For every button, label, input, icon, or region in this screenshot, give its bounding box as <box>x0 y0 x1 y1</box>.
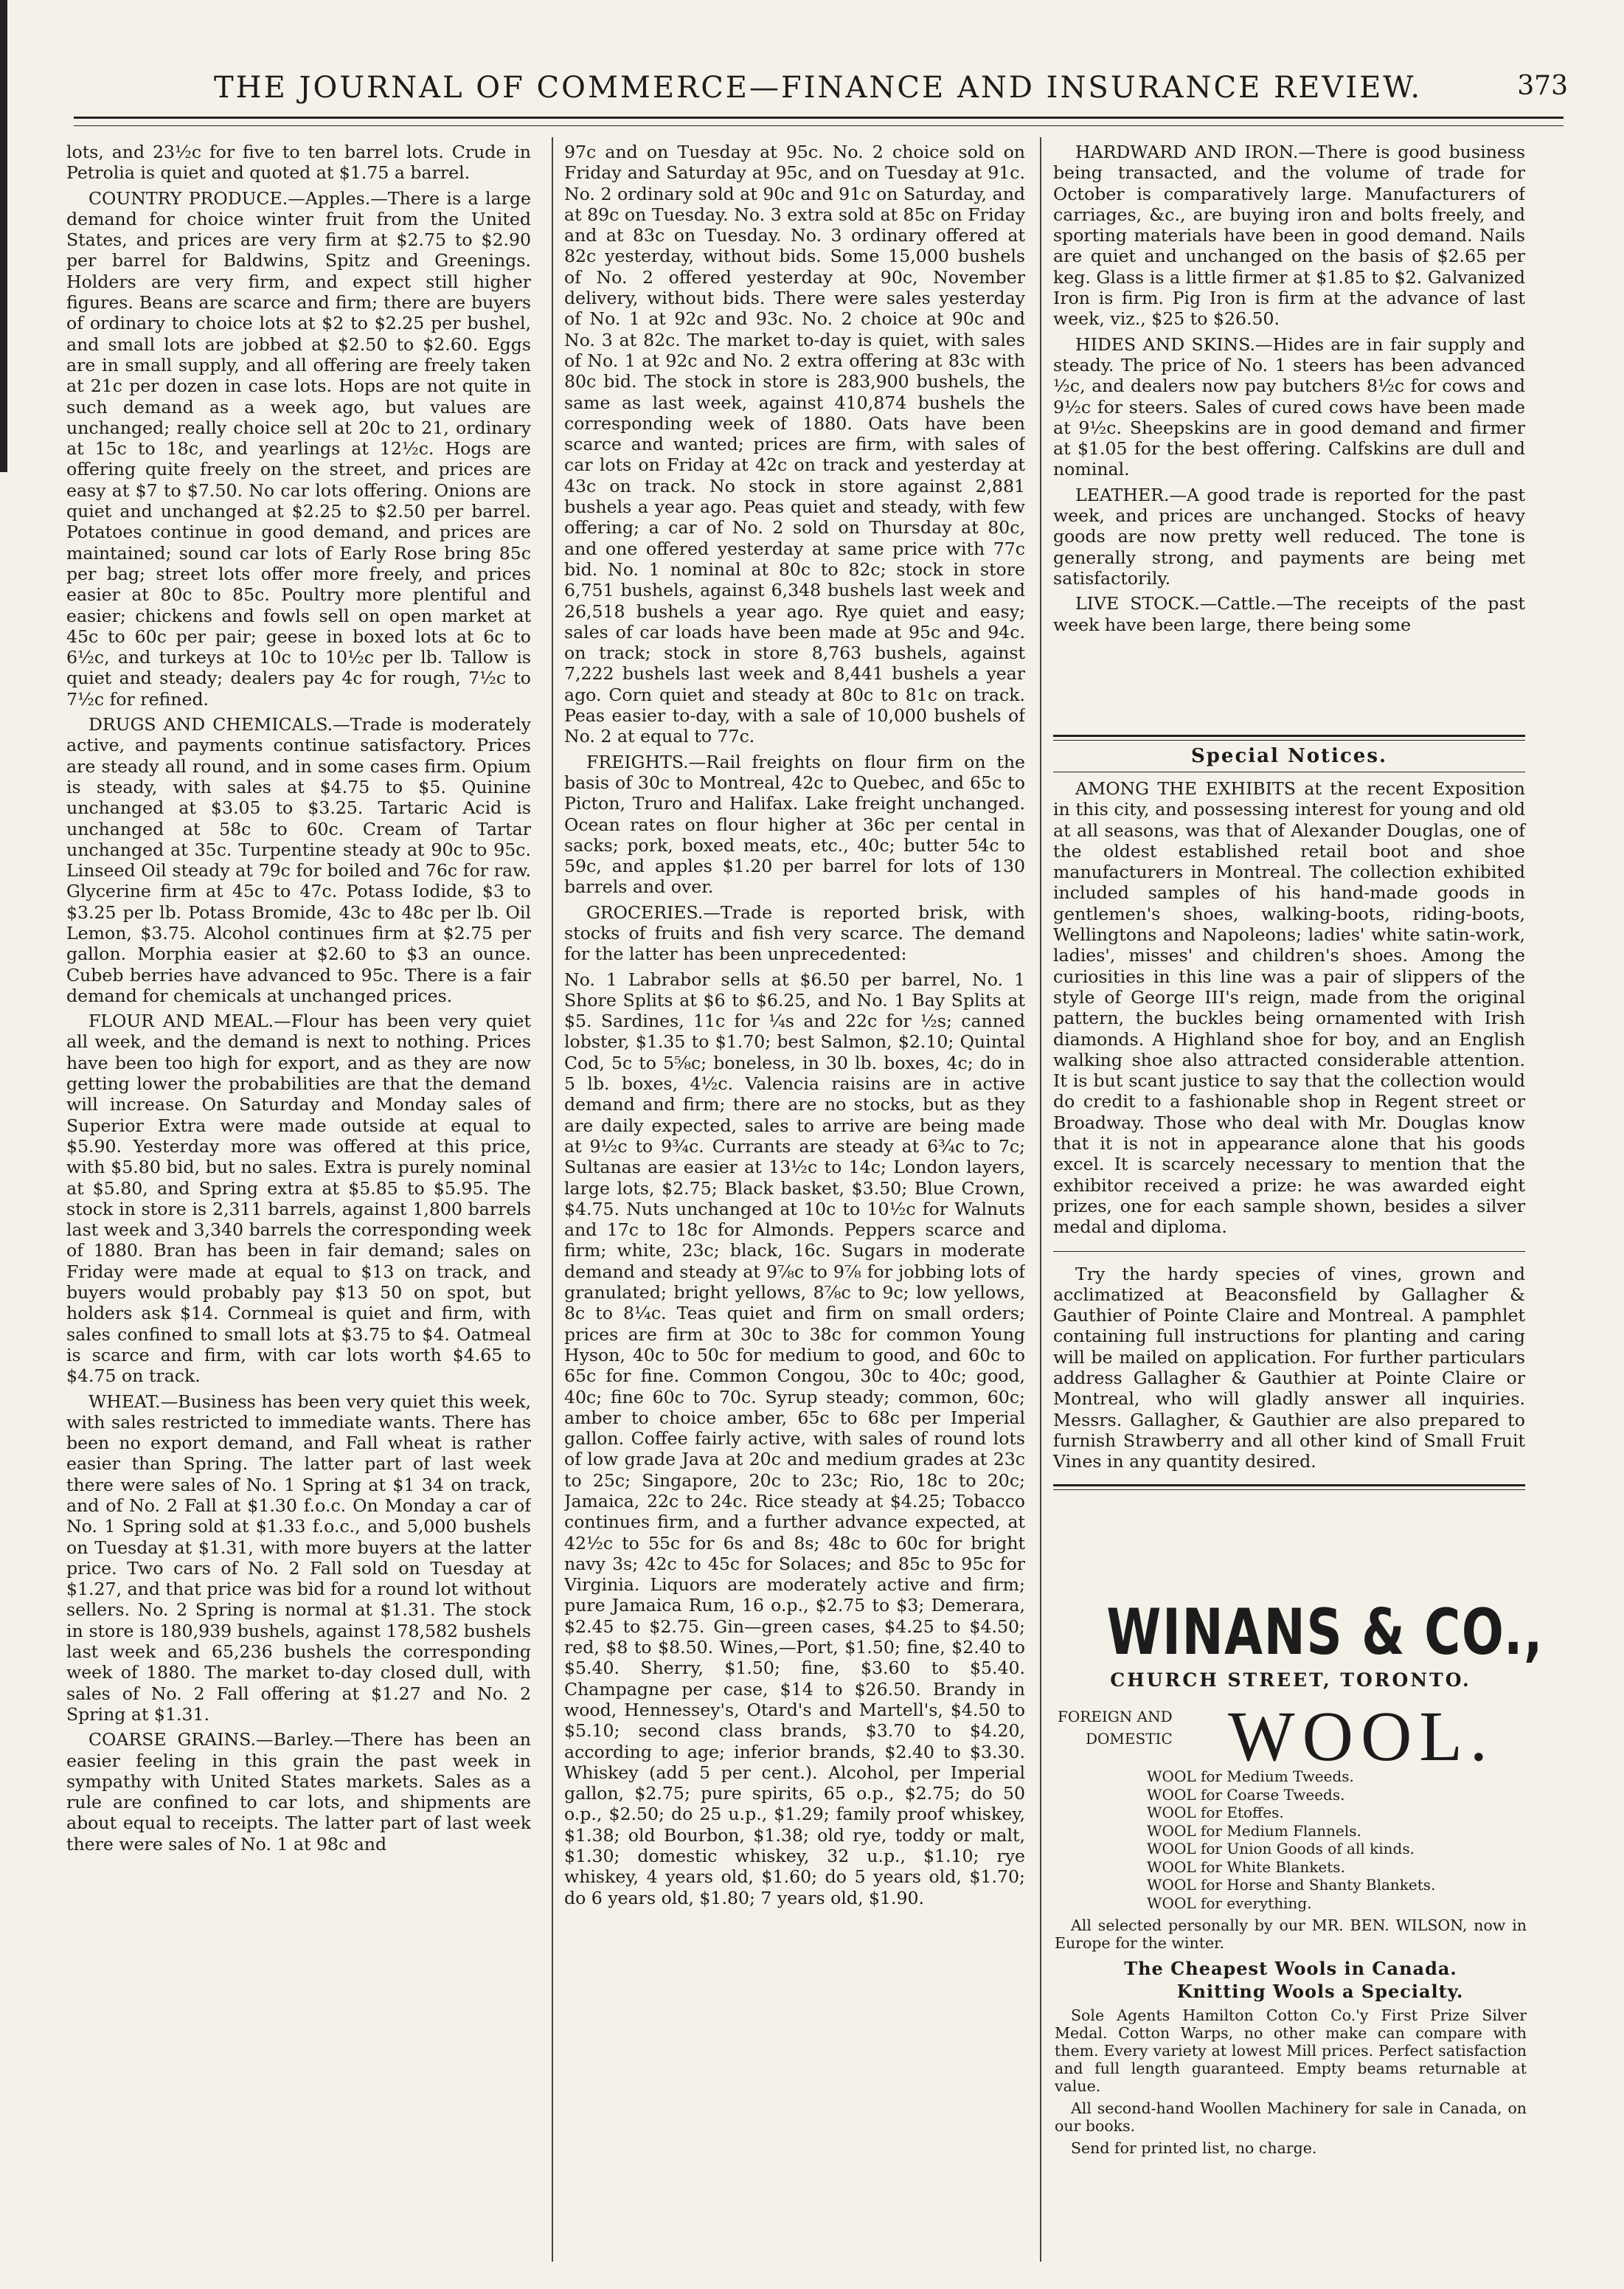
winans-advertisement <box>1055 1596 1544 2157</box>
article-paragraph: lots, and 23½c for five to ten barrel lots. Crude in Petrolia is quiet and quoted at $1.75 a barrel. <box>66 142 531 184</box>
binding-edge <box>0 0 7 472</box>
groceries-paragraph: GROCERIES.—Trade is reported brisk, with stocks of fruits and fish very scarce. The demand for the latter has been unprecedented: <box>564 901 1025 965</box>
live-stock-paragraph: LIVE STOCK.—Cattle.—The receipts of the past week have been large, there being some <box>1053 593 1525 635</box>
cheapest-wools-line: The Cheapest Wools in Canada. <box>1124 1958 1457 1979</box>
agents-note: Sole Agents Hamilton Cotton Co.'y First Prize Silver Medal. Cotton Warps, no other make can compare with them. Every variety at lowest Mill prices. Perfect satisfaction and full length guaranteed. Empty beams returnable at value. <box>1055 2006 1527 2095</box>
header-rule-thin <box>74 125 1564 126</box>
list-item: WOOL for everything. <box>1147 1894 1312 1912</box>
knitting-wools-line: Knitting Wools a Specialty. <box>1176 1981 1464 2002</box>
notices-title: Special Notices. <box>1190 745 1388 767</box>
leather-paragraph: LEATHER.—A good trade is reported for the past week, and prices are unchanged. Stocks of heavy goods are now pretty well reduced. The tone is generally strong, and payments are being met satisfactorily. <box>1053 484 1525 589</box>
freights-paragraph: FREIGHTS.—Rail freights on flour firm on the basis of 30c to Montreal, 42c to Quebec, and 65c to Picton, Truro and Halifax. Lake freight unchanged. Ocean rates on flour higher at 36c per cental in sacks; pork, boxed meats, etc., 40c; butter 54c to 59c, and apples $1.20 per barrel for lots of 130 barrels and over. <box>564 751 1025 898</box>
column-divider-2 <box>1040 137 1041 2262</box>
journal-title: THE JOURNAL OF COMMERCE—FINANCE AND INSURANCE REVIEW. <box>214 71 1423 105</box>
hides-skins-paragraph: HIDES AND SKINS.—Hides are in fair supply and steady. The price of No. 1 steers has been advanced ½c, and dealers now pay butchers 8½c for cows and 9½c for steers. Sales of cured cows have been made at 9½c. Sheepskins are in good demand and firmer at $1.05 for the best offering. Calfskins are dull and nominal. <box>1053 333 1525 480</box>
list-item: WOOL for Coarse Tweeds. <box>1147 1785 1345 1804</box>
foreign-label: FOREIGN AND <box>1058 1708 1173 1725</box>
column-2 <box>564 142 1025 2274</box>
send-note: Send for printed list, no charge. <box>1071 2139 1317 2157</box>
wool-list <box>1147 1767 1527 1912</box>
hardware-iron-paragraph: HARDWARD AND IRON.—There is good business being transacted, and the volume of trade for October is comparatively large. Manufacturers of carriages, &c., are buying iron and bolts freely, and sporting materials have been in good demand. Nails are quiet and unchanged on the basis of $2.65 per keg. Glass is a little firmer at $1.85 to $2. Galvanized Iron is firm. Pig Iron is firm at the advance of last week, viz., $25 to $26.50. <box>1053 142 1525 330</box>
page-header <box>44 71 1578 106</box>
groceries-prices-paragraph: No. 1 Labrabor sells at $6.50 per barrel, No. 1 Shore Splits at $6 to $6.25, and No. 1 Bay Splits at $5. Sardines, 11c for ¼s and 22c for ½s; canned lobster, $1.35 to $1.70; best Salmon, $2.10; Quintal Cod, 5c to 5⅝c; boneless, in 30 lb. boxes, 4c; do in 5 lb. boxes, 4½c. Valencia raisins are in active demand and firm; there are no stocks, but as they are daily expected, sales to arrive are being made at 9½c to 9¾c. Currants are steady at 6¾c to 7c; Sultanas are easier at 13½c to 14c; London layers, large lots, $2.75; Black basket, $3.50; Blue Crown, $4.75. Nuts unchanged at 10c to 10½c for Walnuts and 17c to 18c for Almonds. Peppers scarce and firm; white, 23c; black, 16c. Sugars in moderate demand and steady at 9⅞c to 9⅞ for jobbing lots of granulated; bright yellows, 8⅞c to 9c; low yellows, 8c to 8¼c. Teas quiet and firm on small orders; prices are firm at 30c to 38c for common Young Hyson, 40c to 50c for medium to good, and 60c to 65c for fine. Common Congou, 30c to 40c; good, 40c; fine 60c to 70c. Syrup steady; common, 60c; amber to choice amber, 65c to 68c per Imperial gallon. Coffee fairly active, with sales of round lots of low grade Java at 20c and medium grades at 23c to 25c; Singapore, 20c to 23c; Rio, 18c to 20c; Jamaica, 22c to 24c. Rice steady at $4.25; Tobacco continues firm, and a further advance expected, at 42½c to 55c for 6s and 8s; 48c to 60c for bright navy 3s; 42c to 45c for Solaces; and 85c to 95c for Virginia. Liquors are moderately active and firm; pure Jamaica Rum, 16 o.p., $2.75 to $3; Demerara, $2.45 to $2.75. Gin—green cases, $4.25 to $4.50; red, $8 to $8.50. Wines,—Port, $1.50; fine, $2.40 to $5.40. Sherry, $1.50; fine, $3.60 to $5.40. Champagne per case, $14 to $26.50. Brandy in wood, Hennessey's, Otard's and Martell's, $4.50 to $5.10; second class brands, $3.70 to $4.20, according to age; inferior brands, $2.40 to $3.30. Whiskey (add 5 per cent.). Alcohol, per Imperial gallon, $2.75; pure spirits, 65 o.p., $2.75; do 50 o.p., $2.50; do 25 u.p., $1.29; family proof whiskey, $1.38; old Bourbon, $1.38; old rye, toddy or malt, $1.30; domestic whiskey, 32 u.p., $1.10; rye whiskey, 4 years old, $1.60; do 5 years old, $1.70; do 6 years old, $1.80; 7 years old, $1.90. <box>564 969 1025 1908</box>
advertiser-address: CHURCH STREET, TORONTO. <box>1110 1669 1471 1691</box>
vines-notice: Try the hardy species of vines, grown and acclimatized at Beaconsfield by Gallagher & Gauthier of Pointe Claire and Montreal. A pamphlet containing full instructions for planting and caring will be mailed on application. For further particulars address Gallagher & Gauthier at Pointe Claire or Montreal, who will gladly answer all inquiries. Messrs. Gallagher, & Gauthier are also prepared to furnish Strawberry and all other kind of Small Fruit Vines in any quantity desired. <box>1053 1263 1525 1472</box>
flour-meal-paragraph: FLOUR AND MEAL.—Flour has been very quiet all week, and the demand is next to nothing. Prices have been too high for export, and as they are now getting lower the probabilities are that the demand will increase. On Saturday and Monday sales of Superior Extra were made outside at equal to $5.90. Yesterday more was offered at this price, with $5.80 bid, but no sales. Extra is purely nominal at $5.80, and Spring extra at $5.85 to $5.95. The stock in store is 2,311 barrels, against 1,800 barrels last week and 3,340 barrels the corresponding week of 1880. Bran has been in fair demand; sales on Friday were made at equal to $13 on track, and buyers would probably pay $13 50 on spot, but holders ask $14. Cornmeal is quiet and firm, with sales confined to small lots at $3.75 to $4. Oatmeal is scarce and firm, with car lots worth $4.65 to $4.75 on track. <box>66 1011 531 1387</box>
notices-rule-bottom <box>1053 1484 1525 1490</box>
column-3 <box>1053 142 1525 702</box>
article-paragraph: 97c and on Tuesday at 95c. No. 2 choice sold on Friday and Saturday at 95c, and on Tuesday at 91c. No. 2 ordinary sold at 90c and 91c on Saturday, and at 89c on Tuesday. No. 3 extra sold at 85c on Friday and at 83c on Tuesday. No. 3 ordinary offered at 82c yesterday, without bids. Some 15,000 bushels of No. 2 offered yesterday at 90c, November delivery, without bids. There were sales yesterday of No. 1 at 92c and 93c. No. 2 choice at 90c and No. 3 at 82c. The market to-day is quiet, with sales of No. 1 at 92c and No. 2 extra offering at 83c with 80c bid. The stock in store is 283,900 bushels, the same as last week, against 410,874 bushels the corresponding week of 1880. Oats have been scarce and wanted; prices are firm, with sales of car lots on Friday at 42c on track and yesterday at 43c on track. No stock in store against 2,881 bushels a year ago. Peas quiet and steady, with few offering; a car of No. 2 sold on Thursday at 80c, and one offered yesterday at same price with 77c bid. No. 1 nominal at 80c to 82c; stock in store 6,751 bushels, against 6,348 bushels last week and 26,518 bushels a year ago. Rye quiet and easy; sales of car loads have been made at 95c and 94c. on track; stock in store 8,763 bushels, against 7,222 bushels last week and 8,441 bushels a year ago. Corn quiet and steady at 80c to 81c on track. Peas easier to-day, with a sale of 10,000 bushels of No. 2 at equal to 77c. <box>564 142 1025 747</box>
wheat-paragraph: WHEAT.—Business has been very quiet this week, with sales restricted to immediate wants. There has been no export demand, and Fall wheat is rather easier than Spring. The latter part of last week there were sales of No. 1 Spring at $1 34 on track, and of No. 2 Fall at $1.30 f.o.c. On Monday a car of No. 1 Spring sold at $1.33 f.o.c., and 5,000 bushels on Tuesday at $1.31, with more buyers at the latter price. Two cars of No. 2 Fall sold on Tuesday at $1.27, and that price was bid for a round lot without sellers. No. 2 Spring is normal at $1.31. The stock in store is 180,939 bushels, against 178,582 bushels last week and 65,236 bushels the corresponding week of 1880. The market to-day closed dull, with sales of No. 2 Fall offering at $1.27 and No. 2 Spring at $1.31. <box>66 1391 531 1725</box>
exposition-notice: AMONG THE EXHIBITS at the recent Exposition in this city, and possessing interest for young and old at all seasons, was that of Alexander Douglas, one of the oldest established retail boot and shoe manufacturers in Montreal. The collection exhibited included samples of his hand-made goods in gentlemen's shoes, walking-boots, riding-boots, Wellingtons and Napoleons; ladies' white satin-work, ladies', misses' and children's shoes. Among the curiosities in this line was a pair of slippers of the style of George III's reign, made from the original pattern, the buckles being ornamented with Irish diamonds. A Highland shoe for boy, and an English walking shoe also attracted considerable attention. It is but scant justice to say that the collection would do credit to a fashionable shop in Regent street or Broadway. Those who deal with Mr. Douglas know that it is not in appearance alone that his goods excel. It is scarcely necessary to mention that the exhibitor received a prize: he was awarded eight prizes, one for each sample shown, besides a silver medal and diploma. <box>1053 778 1525 1238</box>
column-1 <box>66 142 531 2274</box>
special-notices <box>1053 735 1525 1490</box>
foreign-domestic-label <box>1058 1706 1173 1750</box>
country-produce-paragraph: COUNTRY PRODUCE.—Apples.—There is a large demand for choice winter fruit from the United States, and prices are very firm at $2.75 to $2.90 per barrel for Baldwins, Spitz and Greenings. Holders are very firm, and expect still higher figures. Beans are scarce and firm; there are buyers of ordinary to choice lots at $2 to $2.25 per bushel, and small lots are jobbed at $2.50 to $2.60. Eggs are in small supply, and all offering are freely taken at 21c per dozen in case lots. Hops are not quite in such demand as a week ago, but values are unchanged; really choice sell at 20c to 21, ordinary at 15c to 18c, and yearlings at 12½c. Hogs are offering quite freely on the street, and prices are easy at $7 to $7.50. No car lots offering. Onions are quiet and unchanged at $2.25 to $2.50 per barrel. Potatoes continue in good demand, and prices are maintained; sound car lots of Early Rose bring 85c per bag; street lots offer more freely, and prices easier at 80c to 85c. Poultry more plentiful and easier; chickens and fowls sell on open market at 45c to 60c per pair; geese in boxed lots at 6c to 6½c, and turkeys at 10c to 10½c per lb. Tallow is quiet and steady; dealers pay 4c for rough, 7½c to 7½c for refined. <box>66 187 531 710</box>
header-rule <box>74 117 1564 119</box>
list-item: WOOL for Etoffes. <box>1147 1804 1284 1821</box>
drugs-chemicals-paragraph: DRUGS AND CHEMICALS.—Trade is moderately active, and payments continue satisfactory. Prices are steady all round, and in some cases firm. Opium is steady, with sales at $4.75 to $5. Quinine unchanged at $3.05 to $3.25. Tartaric Acid is unchanged at 58c to 60c. Cream of Tartar unchanged at 35c. Turpentine steady at 90c to 95c. Linseed Oil steady at 79c for boiled and 76c for raw. Glycerine firm at 45c to 47c. Potass Iodide, $3 to $3.25 per lb. Potass Bromide, 43c to 48c per lb. Oil Lemon, $3.75. Alcohol continues firm at $2.75 per gallon. Morphia easier at $2.60 to $3 an ounce. Cubeb berries have advanced to 95c. There is a fair demand for chemicals at unchanged prices. <box>66 714 531 1006</box>
list-item: WOOL for Horse and Shanty Blankets. <box>1147 1876 1436 1894</box>
domestic-label: DOMESTIC <box>1086 1730 1173 1748</box>
wool-big-heading: WOOL. <box>1228 1697 1495 1776</box>
selected-note: All selected personally by our MR. BEN. WILSON, now in Europe for the winter. <box>1055 1916 1527 1952</box>
list-item: WOOL for Union Goods of all kinds. <box>1147 1840 1415 1857</box>
coarse-grains-paragraph: COARSE GRAINS.—Barley.—There has been an easier feeling in this grain the past week in sympathy with United States markets. Sales as a rule are confined to car lots, and shipments are about equal to receipts. The latter part of last week there were sales of No. 1 at 98c and <box>66 1729 531 1855</box>
page-number: 373 <box>1517 71 1568 101</box>
list-item: WOOL for Medium Tweeds. <box>1147 1767 1354 1785</box>
column-divider-1 <box>552 137 553 2262</box>
machinery-note: All second-hand Woollen Machinery for sale in Canada, on our books. <box>1055 2099 1527 2135</box>
notice-separator <box>1053 1251 1525 1252</box>
list-item: WOOL for Medium Flannels. <box>1147 1821 1361 1840</box>
advertiser-name: WINANS & CO., <box>1106 1596 1544 1669</box>
list-item: WOOL for White Blankets. <box>1147 1857 1345 1876</box>
notices-rule-top <box>1053 735 1525 741</box>
